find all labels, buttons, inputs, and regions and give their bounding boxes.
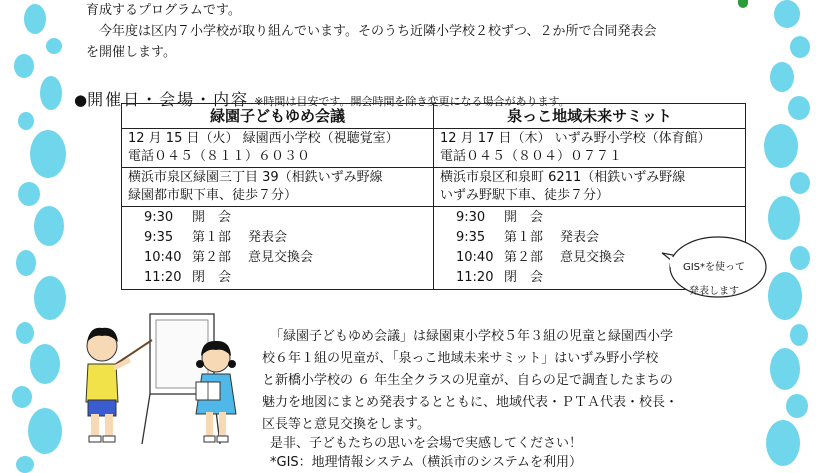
phone-number: 電話０４５（８１１）６０３０: [128, 149, 311, 164]
border-dot: [790, 36, 810, 58]
schedule-time: 11:20: [456, 270, 494, 285]
border-dot: [770, 62, 794, 92]
schedule-detail: 意見交換会: [560, 250, 626, 265]
bubble-line-1: GIS*を使って: [682, 262, 746, 273]
date-venue: 12 月 17 日（木） いずみ野小学校（体育館）: [440, 131, 711, 146]
description-line-2: 校６年１組の児童が、「泉っこ地域未来サミット」はいずみ野小学校: [262, 351, 659, 366]
border-dot: [770, 348, 800, 390]
border-dot: [14, 54, 34, 78]
border-dot: [774, 0, 800, 28]
border-dot: [790, 172, 810, 194]
children-presenting-illustration: [78, 310, 258, 450]
schedule-item: [144, 228, 427, 248]
schedule-item: [144, 268, 427, 288]
border-dot: [768, 272, 802, 320]
schedule-label: 第１部: [504, 230, 544, 245]
schedule-cell: [122, 207, 434, 290]
schedule-label: 第１部: [192, 230, 232, 245]
border-dot: [30, 344, 60, 384]
border-dot: [12, 386, 32, 408]
schedule-label: 開 会: [192, 210, 232, 225]
table-row: [122, 129, 746, 168]
event-name-2: 泉っこ地域未来サミット: [434, 104, 746, 129]
event-name-1: 緑園子どもゆめ会議: [122, 104, 434, 129]
border-dot: [16, 456, 34, 473]
border-dot: [766, 420, 800, 466]
table-row: [122, 104, 746, 129]
schedule-time: 9:35: [456, 230, 486, 245]
address-line: 横浜市泉区緑園三丁目 39（相鉄いずみ野線: [128, 170, 383, 185]
schedule-label: 開 会: [504, 210, 544, 225]
border-dot: [30, 130, 66, 178]
phone-number: 電話０４５（８０４）０７７１: [440, 149, 623, 164]
schedule-time: 11:20: [144, 270, 182, 285]
schedule-item: [144, 248, 427, 268]
border-dot: [18, 182, 40, 206]
schedule-item: [144, 208, 427, 228]
border-dot: [34, 276, 66, 320]
schedule-detail: 発表会: [248, 230, 288, 245]
schedule-label: 閉 会: [504, 270, 544, 285]
border-dot: [34, 206, 64, 246]
schedule-label: 閉 会: [192, 270, 232, 285]
schedule-time: 9:35: [144, 230, 174, 245]
intro-line-2: 今年度は区内７小学校が取り組んでいます。そのうち近隣小学校２校ずつ、２か所で合同発表会: [99, 24, 657, 39]
border-dot: [24, 4, 46, 34]
border-dot: [46, 38, 62, 54]
schedule-table: [121, 103, 746, 290]
schedule-label: 第２部: [504, 250, 544, 265]
date-venue: 12 月 15 日（火） 緑園西小学校（視聴覚室）: [128, 131, 399, 146]
border-dot: [28, 408, 62, 454]
border-dot: [768, 196, 800, 240]
schedule-detail: 発表会: [560, 230, 600, 245]
event-info-cell: [434, 129, 746, 168]
schedule-label: 第２部: [192, 250, 232, 265]
border-dot: [764, 124, 798, 168]
address-line: 緑園都市駅下車、徒歩７分）: [128, 188, 298, 203]
section-title: 開催日・会場・内容: [87, 90, 250, 109]
description-line-1: 「緑園子どもゆめ会議」は緑園東小学校５年３組の児童と緑園西小学: [270, 329, 674, 344]
description-line-4: 魅力を地図にまとめ発表するとともに、地域代表・ＰＴＡ代表・校長・: [262, 395, 679, 410]
border-dot: [16, 322, 34, 344]
border-dot: [18, 112, 34, 130]
border-dot: [16, 250, 36, 276]
event-info-cell: [122, 129, 434, 168]
table-row: [122, 168, 746, 207]
schedule-time: 9:30: [456, 210, 486, 225]
border-dot: [790, 324, 808, 346]
schedule-time: 10:40: [144, 250, 182, 265]
description-line-3: と新橋小学校の ６ 年生全クラスの児童が、自らの足で調査したまちの: [262, 373, 673, 388]
speech-bubble: [660, 234, 768, 300]
border-dot: [790, 246, 810, 270]
intro-line-1: 育成するプログラムです。: [86, 3, 241, 18]
section-note: ※時間は目安です。開会時間を除き変更になる場合があります。: [254, 95, 570, 108]
schedule-time: 9:30: [144, 210, 174, 225]
address-line: いずみ野駅下車、徒歩７分）: [440, 188, 610, 203]
border-dot: [40, 76, 62, 110]
table-row: [122, 207, 746, 290]
description-line-5: 区長等と意見交換をします。: [262, 417, 430, 432]
gis-footnote: *GIS：地理情報システム（横浜市のシステムを利用）: [270, 455, 583, 470]
address-cell: [434, 168, 746, 207]
border-dot: [788, 96, 810, 120]
intro-line-3: を開催します。: [86, 45, 176, 60]
description-line-6: 是非、子どもたちの思いを会場で実感してください！: [270, 436, 583, 451]
bubble-line-2: 発表します: [689, 286, 739, 297]
address-cell: [122, 168, 434, 207]
schedule-time: 10:40: [456, 250, 494, 265]
schedule-item: [456, 208, 739, 228]
border-dot: [786, 394, 808, 418]
schedule-detail: 意見交換会: [248, 250, 314, 265]
address-line: 横浜市泉区和泉町 6211（相鉄いずみ野線: [440, 170, 686, 185]
bullet-marker: ●: [74, 91, 88, 109]
leaf-accent: [738, 0, 748, 8]
